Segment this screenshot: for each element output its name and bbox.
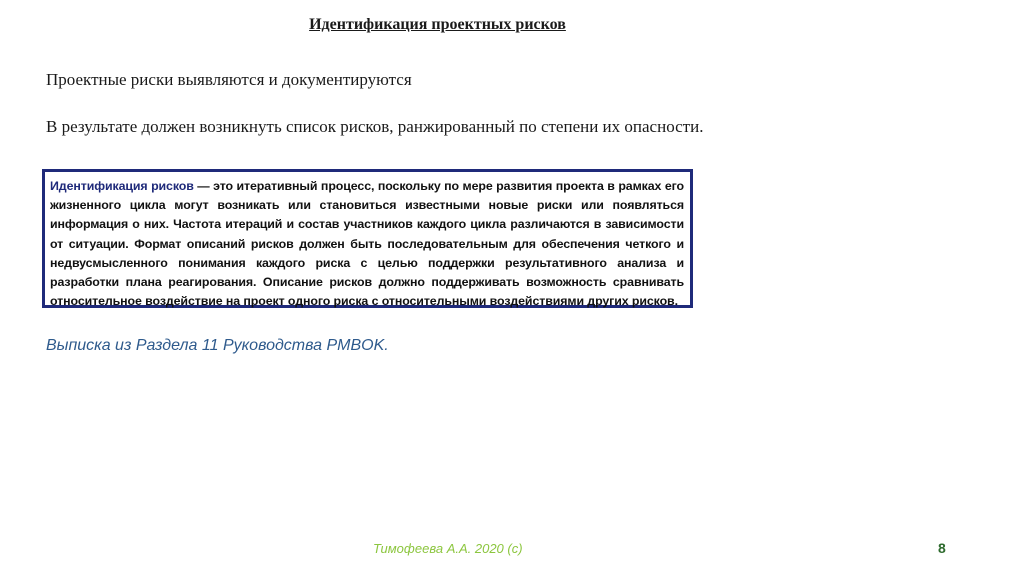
quote-text xyxy=(50,177,684,311)
quote-body: — это итеративный процесс, поскольку по мере развития проекта в рамках его жизненного цикла могут возникать или становиться известными новые риски или появляться информация о них. Частота итераций и состав участников каждого цикла различаются в зависимости от ситуации. Формат описаний рисков должен быть последовательным для обеспечения четкого и недвусмысленного понимания каждого риска с целью поддержки результативного анализа и разработки плана реагирования. Описание рисков должно поддерживать возможность сравнивать относительное воздействие на проект одного риска с относительными воздействиями других рисков. xyxy=(50,179,685,309)
slide-title: Идентификация проектных рисков xyxy=(309,16,566,33)
footer-author: Тимофеева А.А. 2020 (с) xyxy=(373,541,523,556)
paragraph-risk-list: В результате должен возникнуть список рисков, ранжированный по степени их опасности. xyxy=(46,117,704,136)
quote-term: Идентификация рисков xyxy=(50,179,194,193)
pmbok-quote-box xyxy=(42,169,693,308)
paragraph-risks-documented: Проектные риски выявляются и документируются xyxy=(46,70,412,89)
page-number: 8 xyxy=(938,540,946,556)
quote-source: Выписка из Раздела 11 Руководства PMBOK. xyxy=(46,337,389,354)
